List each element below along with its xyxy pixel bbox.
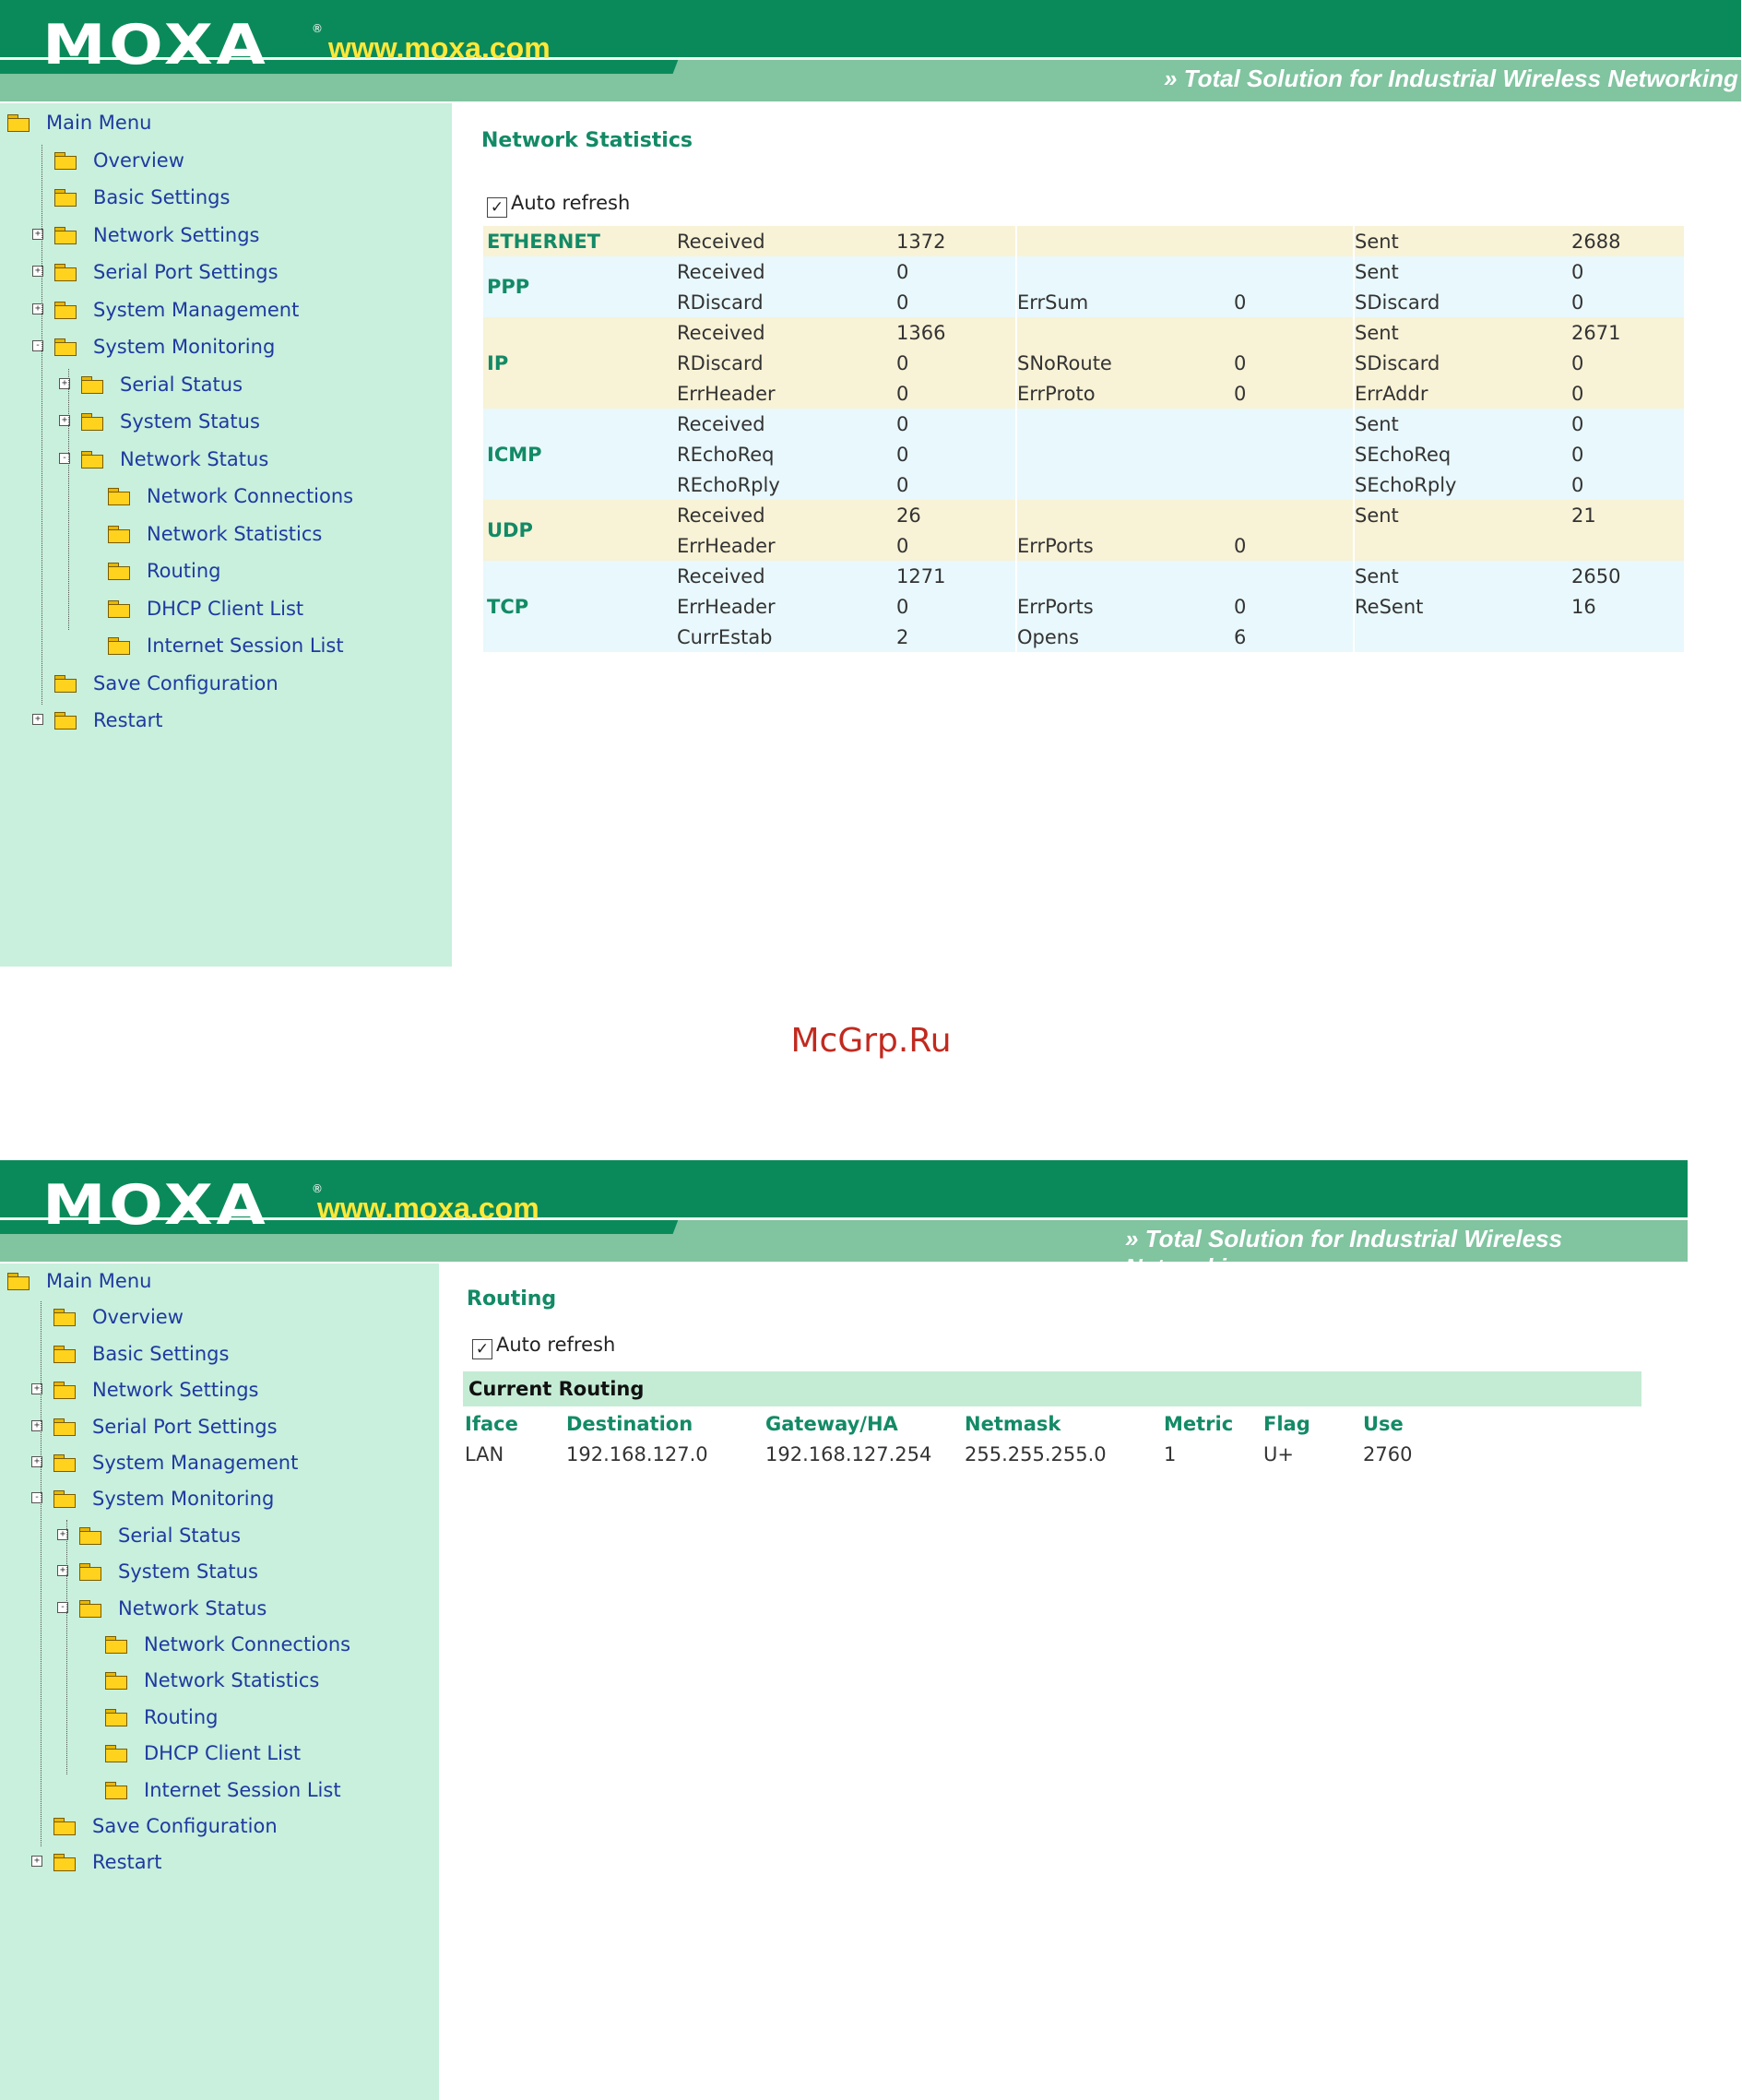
sidebar-item-label: Network Settings — [92, 1379, 259, 1402]
sidebar-item-system-monitoring[interactable] — [0, 1483, 439, 1514]
stat-value: 0 — [1571, 469, 1684, 500]
sidebar-item-label: System Management — [93, 298, 300, 321]
stat-name: Sent — [1354, 409, 1571, 439]
registered-mark: ® — [312, 1182, 323, 1195]
sidebar-item-label: Save Configuration — [92, 1815, 278, 1837]
group-label-udp: UDP — [483, 500, 677, 561]
sidebar-item-label: System Monitoring — [93, 336, 276, 358]
sidebar-item-overview[interactable] — [0, 145, 452, 176]
sidebar-item-label: Restart — [92, 1851, 162, 1874]
routing-cell-iface: LAN — [465, 1443, 504, 1465]
tagline: » Total Solution for Industrial Wireless Networking — [1164, 65, 1738, 92]
sidebar-item-label: Main Menu — [46, 1270, 152, 1292]
header-banner — [0, 0, 1741, 101]
sidebar-item-main-menu[interactable] — [0, 107, 452, 138]
stat-value: 0 — [1234, 530, 1354, 561]
folder-icon — [54, 712, 77, 729]
stat-name: SEchoRply — [1354, 469, 1571, 500]
sidebar-menu — [0, 103, 452, 967]
stat-name: Sent — [1354, 256, 1571, 287]
sidebar-item-label: System Status — [120, 410, 260, 433]
stat-name: ErrHeader — [677, 378, 896, 409]
stat-value: 2671 — [1571, 317, 1684, 348]
stat-value: 0 — [896, 256, 1016, 287]
sidebar-item-serial-port-settings[interactable] — [0, 1411, 439, 1442]
stat-name — [1354, 530, 1571, 561]
moxa-logo: MOXA — [42, 13, 269, 77]
folder-open-icon — [79, 1600, 101, 1617]
expand-icon[interactable]: + — [32, 229, 43, 240]
folder-icon — [53, 1818, 76, 1834]
folder-icon — [108, 563, 130, 579]
stat-value: 2650 — [1571, 561, 1684, 591]
expand-icon[interactable]: + — [57, 1529, 68, 1540]
routing-cell-gateway-ha: 192.168.127.254 — [765, 1443, 932, 1465]
stat-value: 0 — [896, 469, 1016, 500]
sidebar-item-overview[interactable] — [0, 1301, 439, 1333]
auto-refresh-checkbox[interactable]: ✓ — [472, 1339, 492, 1359]
registered-mark: ® — [312, 22, 323, 35]
stat-name — [1016, 469, 1234, 500]
folder-icon — [54, 189, 77, 206]
watermark-text: McGrp.Ru — [790, 1022, 952, 1060]
stat-name: Sent — [1354, 317, 1571, 348]
folder-icon — [108, 526, 130, 542]
column-header-gateway-ha: Gateway/HA — [765, 1413, 898, 1435]
expand-icon[interactable]: + — [32, 266, 43, 277]
sidebar-item-label: System Monitoring — [92, 1488, 275, 1511]
stat-value: 0 — [896, 287, 1016, 317]
sidebar-item-label: Network Statistics — [144, 1669, 320, 1692]
column-header-use: Use — [1363, 1413, 1404, 1435]
stat-value: 0 — [1571, 378, 1684, 409]
folder-icon — [53, 1854, 76, 1870]
folder-icon — [108, 600, 130, 617]
folder-open-icon — [81, 451, 103, 468]
routing-cell-netmask: 255.255.255.0 — [965, 1443, 1107, 1465]
content-panel — [441, 1264, 1688, 2100]
stat-value: 2688 — [1571, 226, 1684, 256]
routing-screenshot — [0, 1160, 1688, 2100]
table-row — [483, 409, 1684, 439]
sidebar-item-system-monitoring[interactable] — [0, 331, 452, 362]
group-label-ip: IP — [483, 317, 677, 409]
sidebar-item-label: System Status — [118, 1560, 258, 1584]
current-routing-header: Current Routing — [463, 1371, 1641, 1406]
stat-name: SNoRoute — [1016, 348, 1234, 378]
stat-value: 21 — [1571, 500, 1684, 530]
sidebar-item-label: System Management — [92, 1452, 299, 1474]
site-url[interactable]: www.moxa.com — [328, 31, 551, 65]
sidebar-item-save-configuration[interactable] — [0, 1810, 439, 1842]
stat-value: 0 — [1571, 439, 1684, 469]
stat-name: Received — [677, 561, 896, 591]
folder-icon — [54, 152, 77, 169]
stat-value: 1372 — [896, 226, 1016, 256]
table-row — [483, 256, 1684, 287]
collapse-icon[interactable]: - — [59, 453, 70, 464]
stat-name: SDiscard — [1354, 287, 1571, 317]
stat-value: 16 — [1571, 591, 1684, 622]
sidebar-item-serial-port-settings[interactable] — [0, 256, 452, 288]
sidebar-item-label: Routing — [144, 1705, 219, 1728]
sidebar-item-label: Overview — [93, 148, 184, 172]
sidebar-item-label: Serial Status — [120, 373, 243, 396]
sidebar-item-label: Serial Port Settings — [93, 261, 278, 283]
sidebar-item-label: Save Configuration — [93, 671, 278, 694]
folder-icon — [53, 1418, 76, 1435]
stat-name: Sent — [1354, 500, 1571, 530]
stat-value: 0 — [896, 348, 1016, 378]
tagline: » Total Solution for Industrial Wireless — [1125, 1225, 1563, 1252]
expand-icon[interactable]: + — [31, 1383, 42, 1394]
column-header-metric: Metric — [1164, 1413, 1234, 1435]
group-label-tcp: TCP — [483, 561, 677, 652]
moxa-logo: MOXA — [42, 1173, 269, 1238]
sidebar-item-internet-session-list[interactable] — [0, 630, 452, 661]
stat-value — [1234, 500, 1354, 530]
sidebar-menu — [0, 1264, 439, 2100]
folder-icon — [53, 1346, 76, 1362]
sidebar-item-label: Serial Status — [118, 1524, 242, 1547]
sidebar-item-label: Serial Port Settings — [92, 1415, 278, 1438]
folder-icon — [105, 1709, 127, 1726]
stat-value: 1271 — [896, 561, 1016, 591]
table-row — [483, 317, 1684, 348]
auto-refresh-checkbox[interactable]: ✓ — [487, 197, 507, 218]
sidebar-item-label: Main Menu — [46, 112, 152, 134]
expand-icon[interactable]: + — [59, 415, 70, 426]
expand-icon[interactable]: + — [31, 1420, 42, 1431]
stat-name: Received — [677, 500, 896, 530]
sidebar-item-restart[interactable] — [0, 1846, 439, 1878]
folder-icon — [53, 1454, 76, 1471]
expand-icon[interactable]: + — [57, 1565, 68, 1576]
group-label-ppp: PPP — [483, 256, 677, 317]
stat-name: Opens — [1016, 622, 1234, 652]
collapse-icon[interactable]: - — [31, 1492, 42, 1503]
stat-name — [1016, 561, 1234, 591]
folder-icon — [105, 1672, 127, 1689]
stat-value: 0 — [896, 378, 1016, 409]
stat-name: ErrProto — [1016, 378, 1234, 409]
folder-icon — [105, 1782, 127, 1798]
stat-value: 2 — [896, 622, 1016, 652]
folder-icon — [108, 637, 130, 654]
stat-name — [1016, 439, 1234, 469]
folder-icon — [53, 1382, 76, 1398]
header-banner — [0, 1160, 1688, 1262]
stat-value — [1571, 622, 1684, 652]
stat-name — [1016, 256, 1234, 287]
stat-name: Sent — [1354, 561, 1571, 591]
auto-refresh-label: Auto refresh — [511, 192, 631, 214]
stat-name: ErrPorts — [1016, 591, 1234, 622]
stat-value — [1234, 226, 1354, 256]
folder-open-icon — [7, 1273, 30, 1289]
stat-name: Received — [677, 226, 896, 256]
folder-icon — [53, 1309, 76, 1325]
sidebar-item-network-settings[interactable] — [0, 219, 452, 251]
network-statistics-screenshot — [0, 0, 1741, 967]
sidebar-item-basic-settings[interactable] — [0, 1338, 439, 1370]
folder-icon — [54, 675, 77, 692]
stat-value: 0 — [1571, 348, 1684, 378]
folder-icon — [54, 264, 77, 280]
stat-value — [1571, 530, 1684, 561]
sidebar-item-system-management[interactable] — [0, 1447, 439, 1478]
routing-cell-flag: U+ — [1263, 1443, 1294, 1465]
stat-value — [1234, 409, 1354, 439]
sidebar-item-label: Network Connections — [147, 485, 354, 507]
stat-name: CurrEstab — [677, 622, 896, 652]
expand-icon[interactable]: + — [31, 1456, 42, 1467]
stat-name — [1016, 500, 1234, 530]
routing-cell-destination: 192.168.127.0 — [566, 1443, 708, 1465]
folder-icon — [54, 227, 77, 243]
folder-open-icon — [53, 1490, 76, 1507]
stat-name: REchoReq — [677, 439, 896, 469]
stat-value: 0 — [896, 530, 1016, 561]
routing-cell-metric: 1 — [1164, 1443, 1177, 1465]
auto-refresh[interactable] — [487, 192, 630, 218]
sidebar-item-label: DHCP Client List — [147, 597, 304, 620]
stat-value — [1234, 561, 1354, 591]
expand-icon[interactable]: + — [32, 303, 43, 314]
sidebar-item-label: Network Connections — [144, 1633, 351, 1655]
sidebar-item-label: Network Status — [118, 1596, 267, 1619]
stat-name: ReSent — [1354, 591, 1571, 622]
sidebar-item-restart[interactable] — [0, 705, 452, 736]
stat-name: Sent — [1354, 226, 1571, 256]
stat-value: 26 — [896, 500, 1016, 530]
stat-value: 0 — [896, 591, 1016, 622]
collapse-icon[interactable]: - — [57, 1602, 68, 1613]
sidebar-item-label: Internet Session List — [147, 635, 344, 657]
folder-open-icon — [54, 338, 77, 355]
stat-value: 0 — [1234, 591, 1354, 622]
folder-icon — [81, 413, 103, 430]
sidebar-item-label: DHCP Client List — [144, 1742, 302, 1765]
stat-value: 0 — [896, 439, 1016, 469]
stat-name: ErrAddr — [1354, 378, 1571, 409]
column-header-flag: Flag — [1263, 1413, 1310, 1435]
folder-icon — [79, 1527, 101, 1544]
stat-value: 0 — [896, 409, 1016, 439]
table-row — [483, 561, 1684, 591]
stat-value — [1234, 317, 1354, 348]
stat-name: RDiscard — [677, 348, 896, 378]
column-header-netmask: Netmask — [965, 1413, 1061, 1435]
group-label-ethernet: ETHERNET — [483, 226, 677, 256]
sidebar-item-system-management[interactable] — [0, 294, 452, 326]
table-row — [483, 500, 1684, 530]
page-title: Network Statistics — [481, 129, 693, 152]
folder-icon — [54, 302, 77, 318]
sidebar-item-label: Network Settings — [93, 223, 260, 246]
stat-value — [1234, 439, 1354, 469]
routing-cell-use: 2760 — [1363, 1443, 1413, 1465]
stat-name — [1016, 409, 1234, 439]
sidebar-item-label: Overview — [92, 1306, 184, 1329]
stat-value: 0 — [1234, 348, 1354, 378]
stat-name — [1354, 622, 1571, 652]
sidebar-item-label: Basic Settings — [93, 186, 231, 208]
sidebar-item-label: Routing — [147, 560, 221, 582]
table-row — [483, 226, 1684, 256]
stat-name: RDiscard — [677, 287, 896, 317]
stat-name: Received — [677, 256, 896, 287]
page-title: Routing — [467, 1287, 557, 1311]
stat-value: 0 — [1571, 256, 1684, 287]
stat-name: ErrPorts — [1016, 530, 1234, 561]
stat-name: Received — [677, 317, 896, 348]
stat-value: 1366 — [896, 317, 1016, 348]
group-label-icmp: ICMP — [483, 409, 677, 500]
site-url[interactable]: www.moxa.com — [317, 1192, 539, 1225]
stat-value: 0 — [1571, 287, 1684, 317]
sidebar-item-label: Basic Settings — [92, 1342, 230, 1365]
stat-name: REchoRply — [677, 469, 896, 500]
stat-value: 0 — [1571, 409, 1684, 439]
stat-name — [1016, 317, 1234, 348]
folder-icon — [79, 1563, 101, 1580]
expand-icon[interactable]: + — [59, 378, 70, 389]
sidebar-item-label: Network Status — [120, 447, 269, 470]
expand-icon[interactable]: + — [32, 714, 43, 725]
sidebar-item-save-configuration[interactable] — [0, 668, 452, 699]
column-header-destination: Destination — [566, 1413, 693, 1435]
column-header-iface: Iface — [465, 1413, 518, 1435]
auto-refresh-label: Auto refresh — [496, 1334, 616, 1356]
stat-name: SDiscard — [1354, 348, 1571, 378]
folder-icon — [105, 1745, 127, 1762]
stat-value: 6 — [1234, 622, 1354, 652]
folder-icon — [108, 488, 130, 504]
stat-value — [1234, 469, 1354, 500]
folder-icon — [105, 1636, 127, 1653]
folder-icon — [81, 376, 103, 393]
auto-refresh[interactable] — [472, 1334, 615, 1359]
stat-name: ErrHeader — [677, 591, 896, 622]
sidebar-item-network-settings[interactable] — [0, 1374, 439, 1406]
stat-value: 0 — [1234, 378, 1354, 409]
sidebar-item-label: Restart — [93, 709, 163, 731]
collapse-icon[interactable]: - — [32, 340, 43, 351]
stat-value — [1234, 256, 1354, 287]
stat-name: ErrHeader — [677, 530, 896, 561]
stat-name: ErrSum — [1016, 287, 1234, 317]
sidebar-item-label: Internet Session List — [144, 1778, 341, 1801]
sidebar-item-internet-session-list[interactable] — [0, 1774, 439, 1806]
stat-name: Received — [677, 409, 896, 439]
folder-open-icon — [7, 114, 30, 131]
stat-name: SEchoReq — [1354, 439, 1571, 469]
stat-name — [1016, 226, 1234, 256]
sidebar-item-main-menu[interactable] — [0, 1265, 439, 1297]
expand-icon[interactable]: + — [31, 1856, 42, 1867]
sidebar-item-basic-settings[interactable] — [0, 182, 452, 213]
sidebar-item-label: Network Statistics — [147, 522, 323, 545]
stat-value: 0 — [1234, 287, 1354, 317]
content-panel — [454, 103, 1741, 967]
network-statistics-table — [483, 226, 1684, 652]
